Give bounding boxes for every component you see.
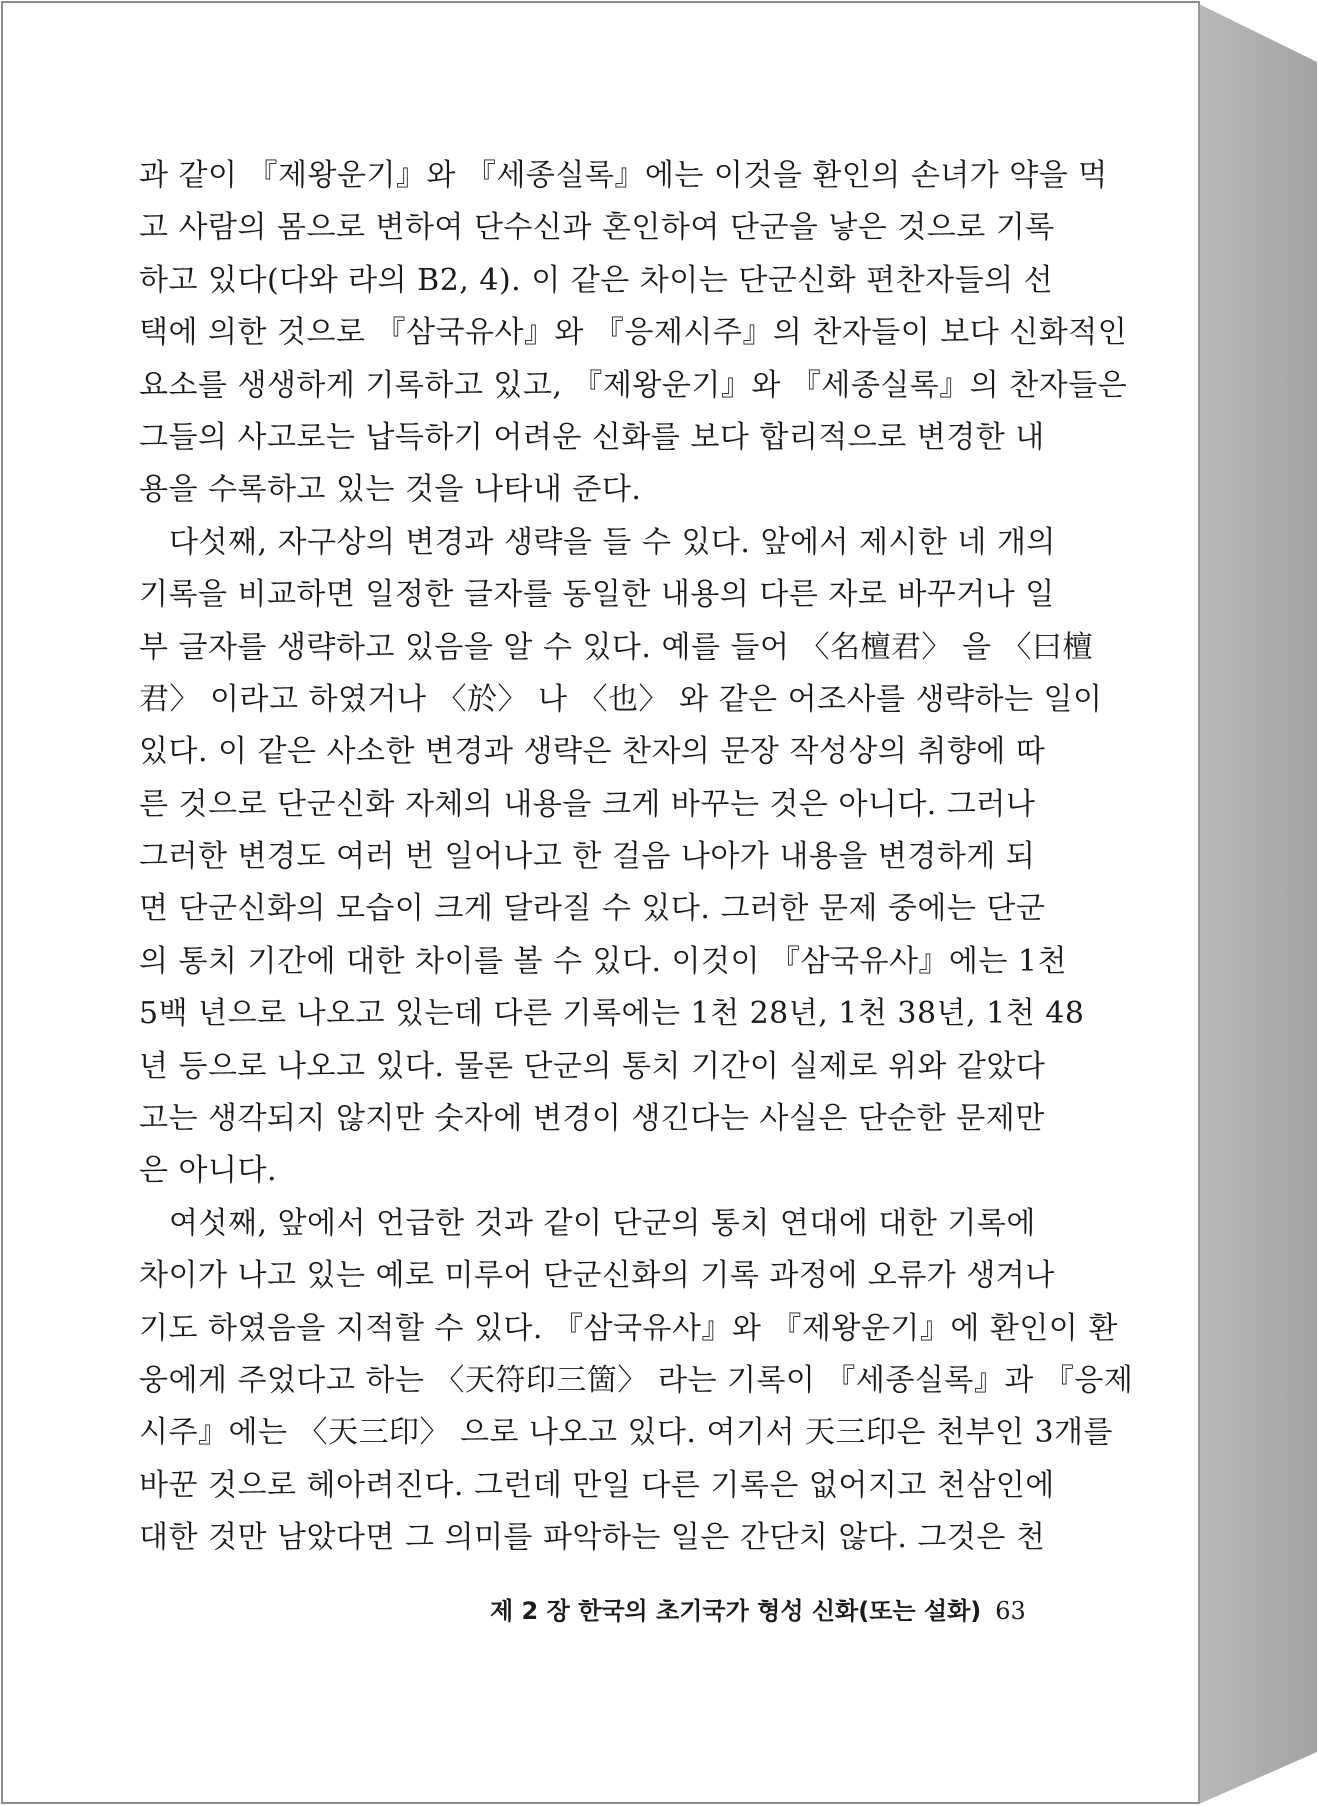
text-line: 면 단군신화의 모습이 크게 달라질 수 있다. 그러한 문제 중에는 단군 bbox=[139, 891, 1046, 927]
text-line: 용을 수록하고 있는 것을 나타내 준다. bbox=[139, 472, 642, 508]
text-line: 君〉 이라고 하였거나 〈於〉 나 〈也〉 와 같은 어조사를 생략하는 일이 bbox=[139, 681, 1103, 717]
text-line: 바꾼 것으로 헤아려진다. 그런데 만일 다른 기록은 없어지고 천삼인에 bbox=[139, 1467, 1055, 1503]
text-line: 부 글자를 생략하고 있음을 알 수 있다. 예를 들어 〈名檀君〉 을 〈曰檀 bbox=[139, 629, 1094, 665]
text-line: 있다. 이 같은 사소한 변경과 생략은 찬자의 문장 작성상의 취향에 따 bbox=[139, 734, 1046, 770]
text-line: 의 통치 기간에 대한 차이를 볼 수 있다. 이것이 『삼국유사』에는 1천 bbox=[139, 943, 1067, 979]
text-line: 대한 것만 남았다면 그 의미를 파악하는 일은 간단치 않다. 그것은 천 bbox=[139, 1520, 1046, 1556]
text-line: 그들의 사고로는 납득하기 어려운 신화를 보다 합리적으로 변경한 내 bbox=[139, 419, 1045, 455]
running-footer bbox=[490, 1591, 1025, 1626]
text-line: 차이가 나고 있는 예로 미루어 단군신화의 기록 과정에 오류가 생겨나 bbox=[139, 1258, 1055, 1294]
text-line: 년 등으로 나오고 있다. 물론 단군의 통치 기간이 실제로 위와 같았다 bbox=[139, 1048, 1046, 1084]
book-side bbox=[1199, 4, 1317, 1804]
text-line: 기도 하였음을 지적할 수 있다. 『삼국유사』와 『제왕운기』에 환인이 환 bbox=[139, 1310, 1118, 1346]
text-line: 웅에게 주었다고 하는 〈天符印三箇〉 라는 기록이 『세종실록』과 『응제 bbox=[139, 1362, 1134, 1398]
text-line: 른 것으로 단군신화 자체의 내용을 크게 바꾸는 것은 아니다. 그러나 bbox=[139, 786, 1036, 822]
page-number: 63 bbox=[995, 1597, 1026, 1625]
text-line: 고는 생각되지 않지만 숫자에 변경이 생긴다는 사실은 단순한 문제만 bbox=[139, 1101, 1045, 1137]
text-line: 다섯째, 자구상의 변경과 생략을 들 수 있다. 앞에서 제시한 네 개의 bbox=[169, 524, 1056, 560]
text-line: 그러한 변경도 여러 번 일어나고 한 걸음 나아가 내용을 변경하게 되 bbox=[139, 839, 1036, 875]
text-line: 과 같이 『제왕운기』와 『세종실록』에는 이것을 환인의 손녀가 약을 먹 bbox=[139, 158, 1108, 193]
text-line: 은 아니다. bbox=[139, 1153, 277, 1189]
text-line: 하고 있다(다와 라의 B2, 4). 이 같은 차이는 단군신화 편찬자들의 선 bbox=[139, 262, 1054, 298]
page-body-text bbox=[139, 150, 1134, 1565]
text-line: 택에 의한 것으로 『삼국유사』와 『응제시주』의 찬자들이 보다 신화적인 bbox=[139, 315, 1128, 351]
chapter-title: 제 2 장 한국의 초기국가 형성 신화(또는 설화) bbox=[490, 1597, 982, 1625]
text-line: 요소를 생생하게 기록하고 있고, 『제왕운기』와 『세종실록』의 찬자들은 bbox=[139, 367, 1128, 403]
text-line: 고 사람의 몸으로 변하여 단수신과 혼인하여 단군을 낳은 것으로 기록 bbox=[139, 210, 1055, 246]
text-line: 5백 년으로 나오고 있는데 다른 기록에는 1천 28년, 1천 38년, 1천 48 bbox=[139, 996, 1085, 1032]
text-line: 기록을 비교하면 일정한 글자를 동일한 내용의 다른 자로 바꾸거나 일 bbox=[139, 577, 1055, 613]
text-line: 여섯째, 앞에서 언급한 것과 같이 단군의 통치 연대에 대한 기록에 bbox=[169, 1205, 1036, 1241]
text-line: 시주』에는 〈天三印〉 으로 나오고 있다. 여기서 天三印은 천부인 3개를 bbox=[139, 1415, 1114, 1451]
